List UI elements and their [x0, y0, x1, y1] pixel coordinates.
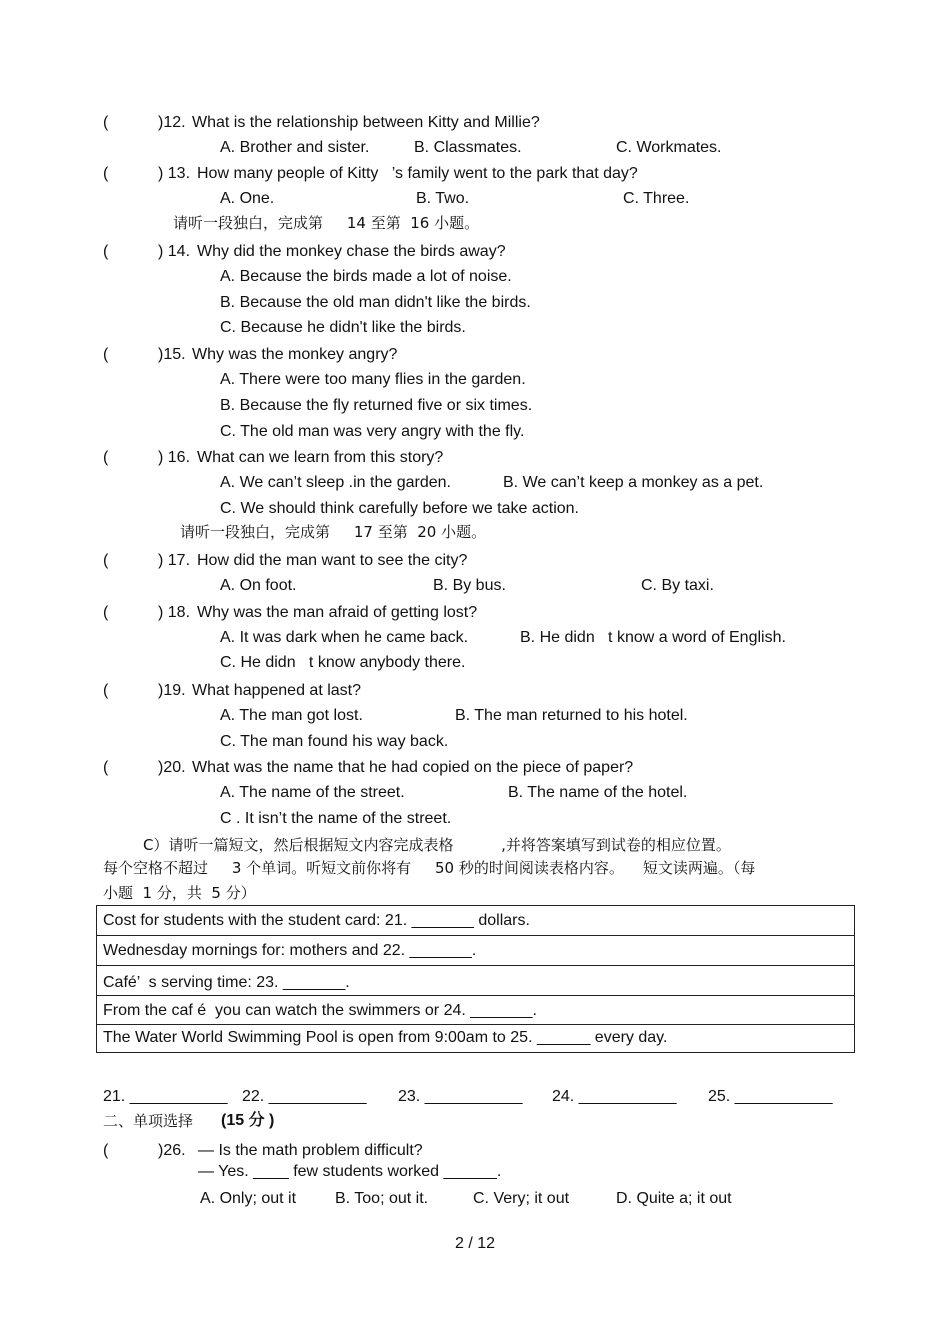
q20-text: What was the name that he had copied on the piece of paper? — [192, 759, 634, 776]
q17-text: How did the man want to see the city? — [197, 552, 468, 569]
q15-text: Why was the monkey angry? — [192, 346, 398, 363]
q14-text: Why did the monkey chase the birds away? — [197, 243, 506, 260]
q12-paren[interactable]: ( — [103, 114, 109, 131]
q19-number: )19. — [158, 682, 186, 699]
section-c-instruction-line3: 小题 1 分，共 5 分） — [103, 884, 256, 902]
q18-paren[interactable]: ( — [103, 604, 109, 621]
q20-option-c: C . It isn’t the name of the street. — [220, 810, 452, 827]
q20-paren[interactable]: ( — [103, 759, 109, 776]
q12-text: What is the relationship between Kitty and Millie? — [192, 114, 540, 131]
q15-option-a: A. There were too many flies in the garden. — [220, 371, 526, 388]
table-cell: Wednesday mornings for: mothers and 22. _______. — [103, 942, 477, 959]
q16-paren[interactable]: ( — [103, 449, 109, 466]
q26-option-c: C. Very; it out — [473, 1190, 570, 1207]
q13-option-a: A. One. — [220, 190, 275, 207]
table-row — [97, 906, 854, 936]
part2-score: (15 分 ) — [221, 1112, 275, 1129]
q15-option-b: B. Because the fly returned five or six times. — [220, 397, 533, 414]
q14-option-c: C. Because he didn't like the birds. — [220, 319, 466, 336]
table-cell: Café’ s serving time: 23. _______. — [103, 974, 350, 991]
q26-option-d: D. Quite a; it out — [616, 1190, 732, 1207]
q19-option-c: C. The man found his way back. — [220, 733, 449, 750]
q15-paren[interactable]: ( — [103, 346, 109, 363]
q17-number: ) 17. — [158, 552, 191, 569]
q19-paren[interactable]: ( — [103, 682, 109, 699]
page-number: 2 / 12 — [454, 1235, 496, 1252]
q14-number: ) 14. — [158, 243, 191, 260]
q19-option-b: B. The man returned to his hotel. — [455, 707, 688, 724]
q16-text: What can we learn from this story? — [197, 449, 444, 466]
table-cell: The Water World Swimming Pool is open from 9:00am to 25. ______ every day. — [103, 1029, 668, 1046]
section-c-instruction-line2: 每个空格不超过 3 个单词。听短文前你将有 50 秒的时间阅读表格内容。 短文读两遍。（每 — [103, 859, 756, 877]
q16-option-b: B. We can’t keep a monkey as a pet. — [503, 474, 764, 491]
instruction-17-20: 请听一段独白，完成第 17 至第 20 小题。 — [180, 523, 487, 541]
q26-line1: — Is the math problem difficult? — [198, 1142, 423, 1159]
instruction-14-16: 请听一段独白，完成第 14 至第 16 小题。 — [173, 214, 480, 232]
q15-number: )15. — [158, 346, 186, 363]
q12-option-b: B. Classmates. — [414, 139, 522, 156]
q18-number: ) 18. — [158, 604, 191, 621]
q18-option-c: C. He didn t know anybody there. — [220, 654, 466, 671]
q14-paren[interactable]: ( — [103, 243, 109, 260]
q13-number: ) 13. — [158, 165, 191, 182]
q26-option-a: A. Only; out it — [200, 1190, 297, 1207]
q16-number: ) 16. — [158, 449, 191, 466]
q17-option-a: A. On foot. — [220, 577, 297, 594]
q14-option-a: A. Because the birds made a lot of noise. — [220, 268, 512, 285]
q18-text: Why was the man afraid of getting lost? — [197, 604, 478, 621]
listening-table — [96, 905, 855, 1053]
q16-option-a: A. We can’t sleep .in the garden. — [220, 474, 451, 491]
q17-option-c: C. By taxi. — [641, 577, 714, 594]
answer-blank-23[interactable]: 23. ___________ — [398, 1088, 523, 1105]
answer-blank-24[interactable]: 24. ___________ — [552, 1088, 677, 1105]
answer-blank-21[interactable]: 21. ___________ — [103, 1088, 228, 1105]
q12-option-a: A. Brother and sister. — [220, 139, 370, 156]
q26-number: )26. — [158, 1142, 186, 1159]
table-cell: From the caf é you can watch the swimmers or 24. _______. — [103, 1002, 537, 1019]
q20-option-b: B. The name of the hotel. — [508, 784, 688, 801]
q13-paren[interactable]: ( — [103, 165, 109, 182]
q20-number: )20. — [158, 759, 186, 776]
q14-option-b: B. Because the old man didn't like the birds. — [220, 294, 531, 311]
answer-blank-25[interactable]: 25. ___________ — [708, 1088, 833, 1105]
q19-text: What happened at last? — [192, 682, 362, 699]
table-row — [97, 936, 854, 966]
q18-option-a: A. It was dark when he came back. — [220, 629, 469, 646]
q26-option-b: B. Too; out it. — [335, 1190, 429, 1207]
table-row — [97, 996, 854, 1025]
q19-option-a: A. The man got lost. — [220, 707, 363, 724]
q12-number: )12. — [158, 114, 186, 131]
table-row — [97, 966, 854, 996]
q16-option-c: C. We should think carefully before we take action. — [220, 500, 579, 517]
q17-paren[interactable]: ( — [103, 552, 109, 569]
table-cell: Cost for students with the student card: 21. _______ dollars. — [103, 912, 530, 929]
q20-option-a: A. The name of the street. — [220, 784, 405, 801]
q18-option-b: B. He didn t know a word of English. — [520, 629, 786, 646]
q26-line2: — Yes. ____ few students worked ______. — [198, 1163, 502, 1180]
q13-option-c: C. Three. — [623, 190, 690, 207]
q26-paren[interactable]: ( — [103, 1142, 109, 1159]
table-row — [97, 1025, 854, 1052]
q13-option-b: B. Two. — [416, 190, 470, 207]
q17-option-b: B. By bus. — [433, 577, 506, 594]
q12-option-c: C. Workmates. — [616, 139, 722, 156]
part2-title: 二、单项选择 — [103, 1112, 194, 1130]
q15-option-c: C. The old man was very angry with the fly. — [220, 423, 525, 440]
q13-text: How many people of Kitty ’s family went to the park that day? — [197, 165, 638, 182]
section-c-instruction-line1: C）请听一篇短文，然后根据短文内容完成表格 ,并将答案填写到试卷的相应位置。 — [143, 836, 731, 854]
answer-blank-22[interactable]: 22. ___________ — [242, 1088, 367, 1105]
